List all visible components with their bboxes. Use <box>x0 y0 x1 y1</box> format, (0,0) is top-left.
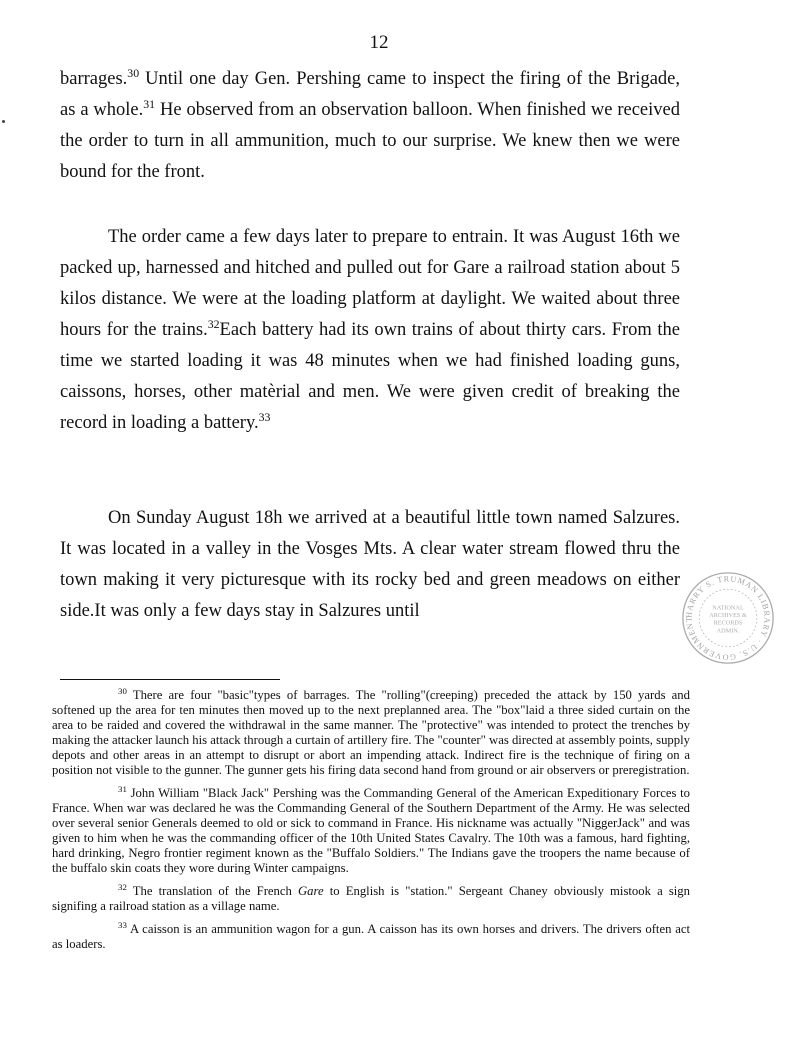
footnote-ref-30[interactable]: 30 <box>127 65 140 80</box>
footnote-ref-31[interactable]: 31 <box>143 96 156 111</box>
footnote-30 <box>52 685 690 778</box>
footnote-ref-33[interactable]: 33 <box>258 409 271 424</box>
paragraph-3 <box>60 503 680 627</box>
stamp-center-line-3: RECORDS <box>713 619 743 627</box>
footnote-number-30: 30 <box>118 685 127 696</box>
paragraph-2-part-b: Each battery had its own trains of about thirty cars. From the time we started loading it was 48 minutes when we had finished loading guns, caissons, horses, other matèrial and men. We were given credit of breaking the record in loading a battery. <box>60 320 680 433</box>
footnote-30-text: There are four "basic"types of barrages. The "rolling"(creeping) preceded the attack by 150 yards and softened up the area for ten minutes then moved up to the next preplanned area. The "box"laid a three sided curtain on the area to be raided and covered the withdrawal in the same manner. The "protective" was intended to protect the trenches by making the attacker launch his attack through a curtain of artillery fire. The "counter" was directed at assembly points, supply depots and other areas in an attempt to disrupt or abort an impending attack. Indirect fire is the technique of firing on a position not visible to the gunner. The gunner gets his firing data second hand from ground or air observers or preregistration. <box>52 688 690 777</box>
footnote-32-text-b: to English is "station." Sergeant Chaney obviously mistook a sign signifing a railroad station as a village name. <box>52 884 690 913</box>
library-stamp <box>680 570 776 666</box>
stamp-center-line-1: NATIONAL <box>712 604 744 612</box>
paragraph-1-part-b: Until one day Gen. Pershing came to inspect the firing of the Brigade, as a whole. <box>60 69 680 120</box>
footnote-31 <box>52 783 690 876</box>
paragraph-2-part-a: The order came a few days later to prepare to entrain. It was August 16th we packed up, harnessed and hitched and pulled out for Gare a railroad station about 5 kilos distance. We were at the loading platform at daylight. We waited about three hours for the trains. <box>60 227 680 340</box>
footnote-33-text: A caisson is an ammunition wagon for a gun. A caisson has its own horses and drivers. The drivers often act as loaders. <box>52 922 690 951</box>
footnote-31-text: John William "Black Jack" Pershing was the Commanding General of the American Expeditionary Forces to France. When war was declared he was the Commanding General of the Southern Department of the Army. He was selected over several senior Generals deemed to old or sick to command in France. His nickname was actually "NiggerJack" and was given to him when he was the commanding officer of the 10th United States Cavalry. The 10th was a famous, hard fighting, hard drinking, Negro frontier regiment known as the "Buffalo Soldiers." The Indians gave the troopers the name because of the buffalo skin coats they wore during Winter campaigns. <box>52 786 690 875</box>
footnote-33 <box>52 919 690 952</box>
footnote-32 <box>52 881 690 914</box>
footnote-number-33: 33 <box>118 919 127 930</box>
footnote-32-text-a: The translation of the French <box>132 884 298 898</box>
paragraph-2 <box>60 222 680 439</box>
paragraph-1-part-a: barrages. <box>60 69 128 89</box>
footnote-number-32: 32 <box>118 881 127 892</box>
footnote-ref-32[interactable]: 32 <box>207 316 220 331</box>
footnotes <box>52 685 690 960</box>
scan-speck <box>2 120 5 123</box>
footnote-32-italic: Gare <box>298 884 324 898</box>
stamp-center-line-4: ADMIN. <box>716 627 740 635</box>
footnote-number-31: 31 <box>118 783 127 794</box>
stamp-ring-text: HARRY S. TRUMAN LIBRARY · U.S. GOVERNMENT <box>684 574 772 662</box>
paragraph-1-part-c: He observed from an observation balloon. When finished we received the order to turn in all ammunition, much to our surprise. We knew then we were bound for the front. <box>60 100 680 182</box>
footnote-divider <box>60 679 280 680</box>
paragraph-1 <box>60 64 680 188</box>
stamp-center-line-2: ARCHIVES & <box>709 612 747 620</box>
paragraph-3-text: On Sunday August 18h we arrived at a beautiful little town named Salzures. It was located in a valley in the Vosges Mts. A clear water stream flowed thru the town making it very picturesque with its rocky bed and green meadows on either side.It was only a few days stay in Salzures until <box>60 508 680 621</box>
page-number: 12 <box>369 32 389 53</box>
